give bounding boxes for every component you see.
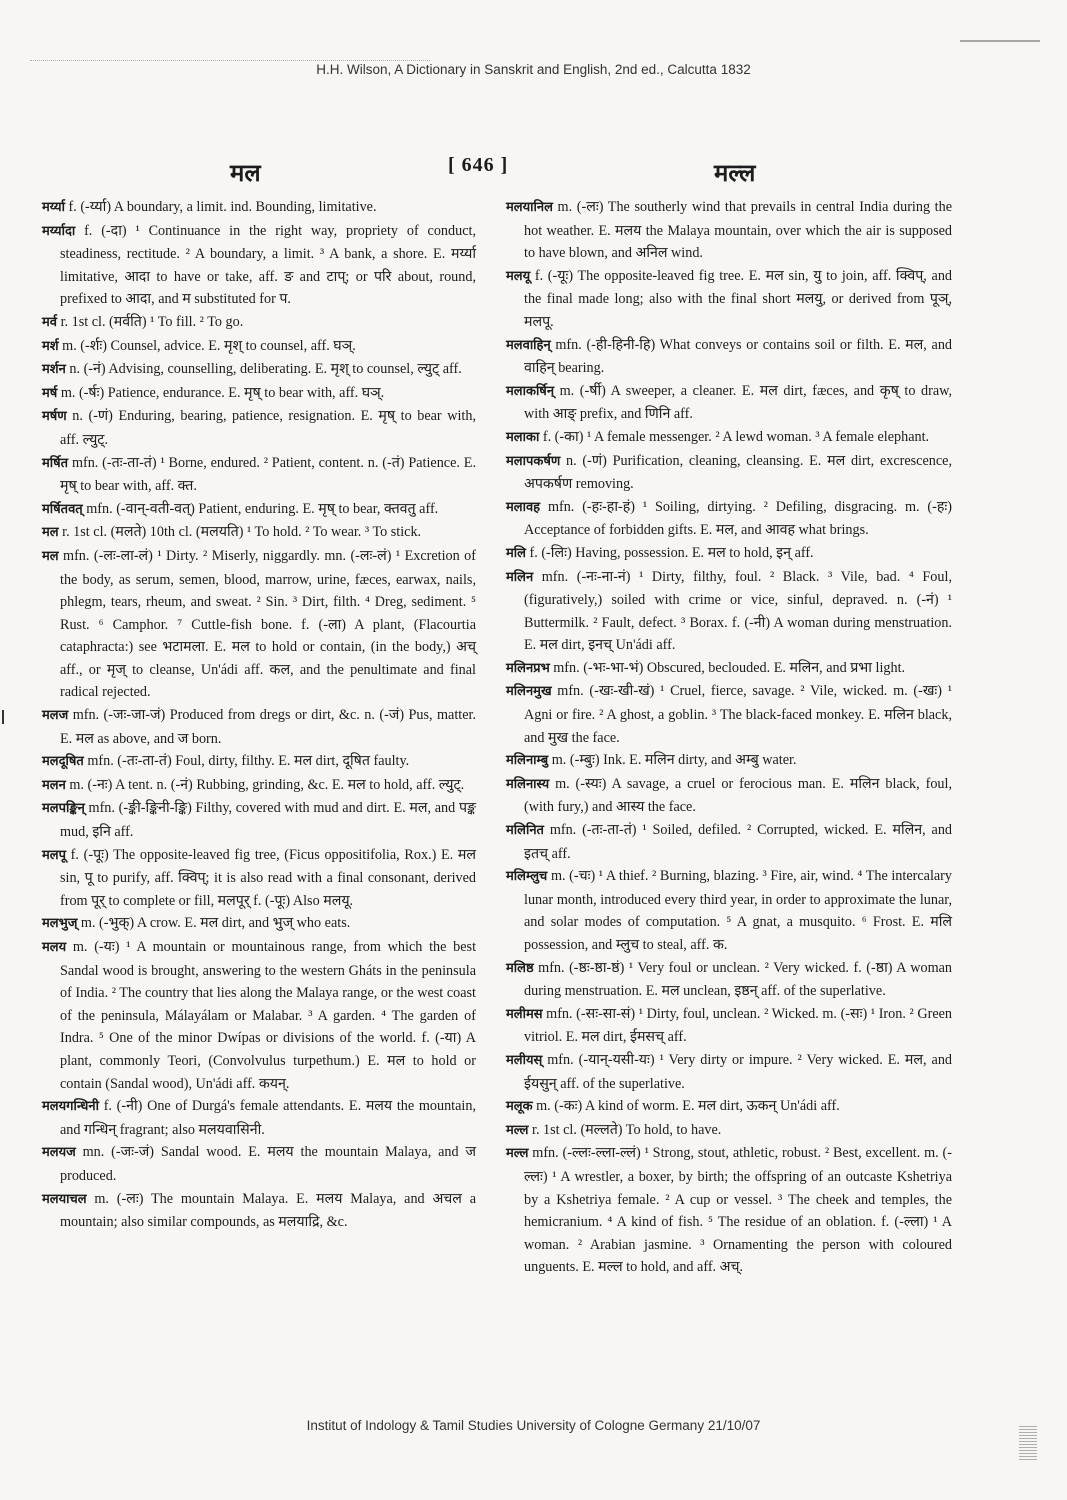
dictionary-entry — [506, 334, 952, 380]
entry-definition: n. (-णं) Enduring, bearing, patience, resignation. E. मृष् to bear with, aff. ल्युट्. — [60, 408, 476, 448]
entry-headword: मर्षितवत् — [42, 501, 83, 517]
entry-definition: mfn. (-भः-भा-भं) Obscured, beclouded. E. मलिन, and प्रभा light. — [553, 659, 906, 676]
dictionary-entry — [42, 452, 476, 498]
entry-headword: मलीमस — [506, 1006, 543, 1022]
dictionary-entry — [42, 844, 476, 913]
entry-definition: mfn. (-तः-ता-तं) ¹ Borne, endured. ² Patient, content. n. (-तं) Patience. E. मृष् to bear with, aff. क्त. — [60, 454, 477, 495]
scan-artifact — [960, 40, 1040, 42]
entry-definition: m. (-म्बुः) Ink. E. मलिन dirty, and अम्बु water. — [551, 752, 797, 769]
entry-headword: मलाकर्षिन् — [506, 383, 555, 399]
entry-definition: mfn. (-नः-ना-नं) ¹ Dirty, filthy, foul. ² Black. ³ Vile, bad. ⁴ Foul, (figuratively,) soiled with crime or vice, sinful, depraved. n. (-नं) ¹ Buttermilk. ² Fault, defect. ³ Borax. f. (-नी) A woman during menstruation. E. मल dirt, इनच् Un'ádi aff. — [524, 568, 952, 654]
entry-definition: mfn. (-ल्लः-ल्ला-ल्लं) ¹ Strong, stout, athletic, robust. ² Best, excellent. m. (-ल्लः) ¹ A wrestler, a boxer, by birth; the offspring of an outcaste Kshetriya by a Kshetriya female. ² A cup or vessel. ³ The cheek and temples, the hemicranium. ⁴ A kind of fish. ⁵ The residue of an oblation. f. (-ल्ला) ¹ A woman. ² Arabian jasmine. ³ Ornamenting the person with coloured unguents. E. मल्ल to hold, and aff. अच्. — [524, 1145, 953, 1276]
dictionary-entry — [506, 450, 952, 496]
dictionary-entry — [506, 426, 952, 450]
scan-artifact — [2, 710, 4, 724]
entry-headword: मलिन — [506, 569, 534, 585]
entry-definition: mfn. (-यान्-यसी-यः) ¹ Very dirty or impure. ² Very wicked. E. मल, and ईयसुन् aff. of the superlative. — [524, 1051, 953, 1092]
entry-definition: f. (-दा) ¹ Continuance in the right way, propriety of conduct, steadiness, rectitude. ² A boundary, a limit. ³ A bank, a shore. E. मर्य्या limitative, आदा to have or take, aff. ङ and टाप्; or परि about, round, prefixed to आदा, and म substituted for प. — [60, 222, 476, 308]
entry-headword: मलाका — [506, 429, 540, 445]
entry-headword: मल — [42, 548, 59, 564]
entry-headword: मलिम्लुच — [506, 869, 548, 885]
dictionary-entry — [42, 335, 476, 359]
entry-definition: f. (-यूः) The opposite-leaved fig tree. E. मल sin, यु to join, aff. क्विप्, and the final made long; also with the final short मलयु, or derived from पूञ्, मलपू. — [524, 267, 953, 330]
dictionary-entry — [42, 220, 476, 311]
entry-headword: मलज — [42, 708, 69, 724]
dictionary-entry — [42, 545, 476, 704]
entry-definition: mfn. (-ङ्की-ङ्किनी-ङ्कि) Filthy, covered with mud and dirt. E. मल, and पङ्क mud, इनि aff. — [60, 800, 477, 841]
entry-headword: मर्षण — [42, 409, 67, 425]
entry-headword: मलय — [42, 940, 67, 955]
dictionary-entry — [506, 1119, 952, 1143]
entry-definition: n. (-नं) Advising, counselling, deliberating. E. मृश् to counsel, ल्युट् aff. — [69, 361, 462, 378]
entry-definition: r. 1st cl. (मर्वति) ¹ To fill. ² To go. — [60, 313, 244, 330]
entry-definition: m. (-नः) A tent. n. (-नं) Rubbing, grinding, &c. E. मल to hold, aff. ल्युट्. — [69, 776, 465, 793]
entry-headword: मलवाहिन् — [506, 337, 551, 353]
entry-definition: f. (-र्य्या) A boundary, a limit. ind. Bounding, limitative. — [68, 199, 377, 215]
entry-definition: mfn. (-खः-खी-खं) ¹ Cruel, fierce, savage. ² Vile, wicked. m. (-खः) ¹ Agni or fire. ² A ghost, a goblin. ³ The black-faced monkey. E. मलिन black, and मुख the face. — [524, 683, 952, 746]
entry-headword: मलूक — [506, 1099, 533, 1115]
dictionary-entry — [42, 358, 476, 382]
entry-headword: मर्व — [42, 314, 58, 330]
dictionary-entry — [506, 1142, 952, 1279]
dictionary-entry — [506, 819, 952, 865]
entry-definition: mfn. (-सः-सा-सं) ¹ Dirty, foul, unclean. ² Wicked. m. (-सः) ¹ Iron. ² Green vitriol. E. मल dirt, ईमसच् aff. — [524, 1005, 953, 1046]
dictionary-entry — [506, 566, 952, 657]
dictionary-entry — [506, 196, 952, 265]
dictionary-entry — [506, 542, 952, 566]
entry-definition: mfn. (-ही-हिनी-हि) What conveys or contains soil or filth. E. मल, and वाहिन् bearing. — [524, 336, 953, 377]
dictionary-entry — [506, 265, 952, 334]
entry-definition: f. (-नी) One of Durgá's female attendants. E. मलय the mountain, and गन्धिन् fragrant; also मलयवासिनी. — [60, 1098, 477, 1138]
entry-definition: f. (-पूः) The opposite-leaved fig tree, (Ficus oppositifolia, Rox.) E. मल sin, पू to purify, aff. क्विप्; it is also read with a final consonant, derived from पूर् to complete or fill, मलपूर् f. (-पूः) Also मलयू. — [60, 846, 476, 909]
dictionary-entry — [506, 957, 952, 1003]
entry-definition: n. (-णं) Purification, cleaning, cleansing. E. मल dirt, excrescence, अपकर्षण removing. — [524, 452, 953, 493]
entry-headword: मलापकर्षण — [506, 453, 561, 469]
dictionary-entry — [506, 496, 952, 542]
dictionary-entry — [42, 405, 476, 451]
running-head-left: मल — [230, 159, 261, 187]
page-header: H.H. Wilson, A Dictionary in Sanskrit and English, 2nd ed., Calcutta 1832 — [316, 62, 751, 77]
entry-headword: मलपू — [42, 847, 66, 863]
entry-headword: मलभुज् — [42, 916, 78, 932]
entry-headword: मलयगन्धिनी — [42, 1099, 99, 1115]
entry-definition: m. (-चः) ¹ A thief. ² Burning, blazing. ³ Fire, air, wind. ⁴ The intercalary lunar month, introduced every third year, in order to approximate the lunar, and solar modes of computation. ⁵ A gnat, a musquito. ⁶ Frost. E. मलि possession, and म्लुच to steal, aff. क. — [524, 868, 953, 953]
entry-definition: mn. (-जः-जं) Sandal wood. E. मलय the mountain Malaya, and ज produced. — [60, 1144, 476, 1184]
entry-headword: मलयानिल — [506, 200, 553, 215]
dictionary-entry — [506, 380, 952, 426]
right-column — [506, 196, 952, 1279]
page-number: [ 646 ] — [448, 154, 509, 176]
entry-headword: मलीयस् — [506, 1052, 543, 1068]
dictionary-entry — [506, 773, 952, 819]
entry-definition: mfn. (-जः-जा-जं) Produced from dregs or dirt, &c. n. (-जं) Pus, matter. E. मल as above, and ज born. — [60, 707, 476, 747]
entry-definition: r. 1st cl. (मलते) 10th cl. (मलयति) ¹ To hold. ² To wear. ³ To stick. — [62, 524, 422, 541]
entry-headword: मर्श — [42, 338, 59, 354]
dictionary-entry — [42, 936, 476, 1095]
dictionary-entry — [42, 1141, 476, 1187]
dictionary-entry — [42, 498, 476, 522]
page-footer: Institut of Indology & Tamil Studies University of Cologne Germany 21/10/07 — [306, 1418, 761, 1433]
entry-headword: मर्ष — [42, 385, 58, 401]
entry-headword: मलिनित — [506, 823, 544, 839]
entry-definition: m. (-र्षी) A sweeper, a cleaner. E. मल dirt, fæces, and कृष् to draw, with आङ् prefix, and णिनि aff. — [524, 382, 953, 423]
entry-definition: f. (-का) ¹ A female messenger. ² A lewd woman. ³ A female elephant. — [542, 428, 930, 445]
dictionary-entry — [42, 311, 476, 335]
entry-headword: मलिनास्य — [506, 776, 550, 792]
entry-definition: mfn. (-तः-ता-तं) ¹ Soiled, defiled. ² Corrupted, wicked. E. मलिन, and इतच् aff. — [524, 822, 953, 862]
entry-definition: mfn. (-लः-ला-लं) ¹ Dirty. ² Miserly, niggardly. mn. (-लः-लं) ¹ Excretion of the body, as serum, semen, blood, marrow, urine, fæces, earwax, nails, phlegm, tears, rheum, and sweat. ² Sin. ³ Dirt, filth. ⁴ Dreg, sediment. ⁵ Rust. ⁶ Camphor. ⁷ Cuttle-fish bone. f. (-ला) A plant, (Flacourtia cataphracta:) see भटामला. E. मल to hold or contain, (in the body,) अच् aff., or मृज् to cleanse, Un'ádi aff. कल, and the penultimate and final radical rejected. — [60, 547, 476, 701]
dictionary-entry — [42, 704, 476, 750]
entry-headword: मलिष्ठ — [506, 960, 534, 976]
dictionary-entry — [506, 680, 952, 749]
dictionary-entry — [506, 749, 952, 773]
entry-definition: f. (-लिः) Having, possession. E. मल to hold, इन् aff. — [529, 544, 814, 561]
entry-definition: mfn. (-तः-ता-तं) Foul, dirty, filthy. E. मल dirt, दूषित faulty. — [87, 753, 410, 770]
entry-definition: mfn. (-ष्ठः-ष्ठा-ष्ठं) ¹ Very foul or unclean. ² Very wicked. f. (-ष्ठा) A woman during menstruation. E. मल unclean, इष्ठन् aff. of the superlative. — [524, 959, 952, 1000]
running-head — [0, 150, 1067, 190]
entry-headword: मर्षित — [42, 455, 69, 471]
entry-headword: मलिनप्रभ — [506, 660, 550, 676]
dictionary-entry — [506, 1095, 952, 1119]
entry-headword: मलयाचल — [42, 1191, 87, 1207]
entry-headword: मल्ल — [506, 1122, 529, 1138]
dictionary-entry — [42, 521, 476, 545]
dictionary-entry — [42, 797, 476, 843]
entry-definition: r. 1st cl. (मल्लते) To hold, to have. — [532, 1121, 722, 1138]
entry-definition: m. (-स्यः) A savage, a cruel or ferocious man. E. मलिन black, foul, (with fury,) and आस्य the face. — [524, 775, 953, 816]
entry-definition: m. (-भुक्) A crow. E. मल dirt, and भुज् who eats. — [80, 915, 351, 932]
running-head-right: मल्ल — [714, 159, 756, 187]
entry-headword: मलयू — [506, 268, 531, 284]
dictionary-entry — [506, 1003, 952, 1049]
entry-headword: मलपङ्किन् — [42, 801, 85, 817]
entry-headword: मलन — [42, 777, 66, 793]
dictionary-entry — [506, 657, 952, 681]
entry-definition: mfn. (-हः-हा-हं) ¹ Soiling, dirtying. ² Defiling, disgracing. m. (-हः) Acceptance of forbidden gifts. E. मल, and आवह what brings. — [524, 498, 952, 539]
entry-headword: मर्य्या — [42, 200, 65, 215]
dictionary-entry — [506, 865, 952, 956]
entry-definition: m. (-कः) A kind of worm. E. मल dirt, ऊकन् Un'ádi aff. — [536, 1098, 840, 1115]
scan-artifact — [1019, 1424, 1037, 1460]
entry-headword: मर्शन — [42, 362, 66, 378]
entry-definition: m. (-लः) The mountain Malaya. E. मलय Malaya, and अचल a mountain; also similar compounds, as मलयाद्रि, &c. — [60, 1190, 477, 1231]
dictionary-entry — [42, 774, 476, 798]
entry-definition: m. (-र्षः) Patience, endurance. E. मृष् to bear with, aff. घञ्. — [60, 384, 385, 401]
entry-headword: मलिनाम्बु — [506, 753, 549, 769]
dictionary-entry — [42, 196, 476, 220]
entry-headword: मल्ल — [506, 1146, 529, 1162]
left-column — [42, 196, 476, 1234]
entry-headword: मल — [42, 525, 59, 541]
entry-definition: m. (-र्शः) Counsel, advice. E. मृश् to counsel, aff. घञ्. — [62, 337, 356, 354]
dictionary-entry — [42, 1188, 476, 1234]
entry-headword: मलि — [506, 545, 526, 561]
entry-definition: m. (-लः) The southerly wind that prevails in central India during the hot weather. E. मलय the Malaya mountain, over which the air is supposed to have blown, and अनिल wind. — [524, 199, 953, 262]
dictionary-entry — [506, 1049, 952, 1095]
entry-definition: m. (-यः) ¹ A mountain or mountainous range, from which the best Sandal wood is brought, answering to the western Gháts in the peninsula of India. ² The country that lies along the Malaya range, or the west coast of the peninsula, Málayálam or Malabar. ³ A garden. ⁴ The garden of Indra. ⁵ One of the minor Dwípas or divisions of the world. f. (-या) A plant, commonly Teori, (Convolvulus turpethum.) E. मल to hold or contain (Sandal wood), Un'ádi aff. कयन्. — [60, 939, 477, 1092]
entry-headword: मलदूषित — [42, 754, 84, 770]
dictionary-entry — [42, 912, 476, 936]
dictionary-entry — [42, 1095, 476, 1141]
entry-headword: मलयज — [42, 1145, 76, 1161]
entry-headword: मलिनमुख — [506, 684, 552, 700]
entry-headword: मर्य्यादा — [42, 223, 76, 239]
entry-headword: मलावह — [506, 499, 541, 515]
entry-definition: mfn. (-वान्-वती-वत्) Patient, enduring. E. मृष् to bear, क्तवतु aff. — [86, 500, 439, 517]
dictionary-entry — [42, 750, 476, 774]
dictionary-entry — [42, 382, 476, 406]
